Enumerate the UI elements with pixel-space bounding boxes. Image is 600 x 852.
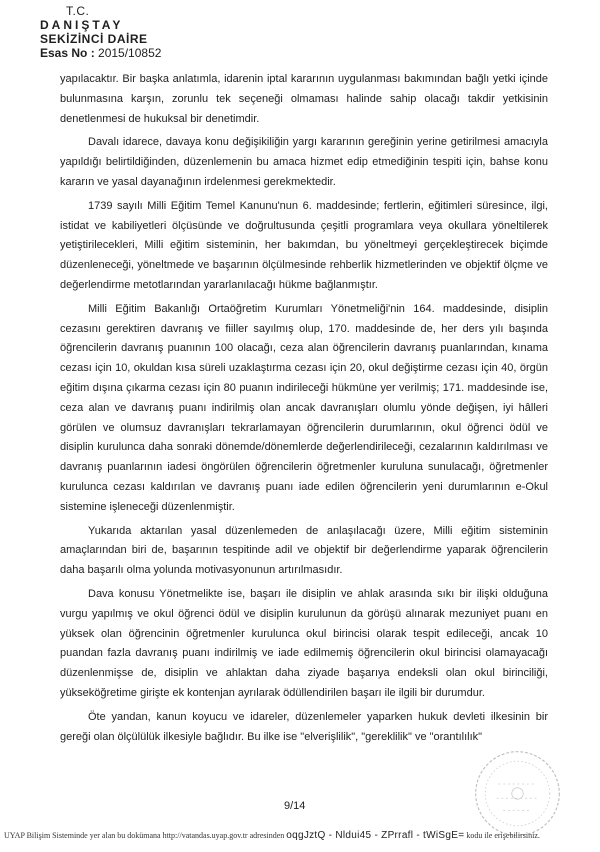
case-number [40, 46, 161, 60]
republic-abbreviation: T.C. [66, 4, 90, 18]
court-name: DANIŞTAY [40, 18, 124, 32]
paragraph: Dava konusu Yönetmelikte ise, başarı ile disiplin ve ahlak arasında sıkı bir ilişki olduğuna vurgu yapılmış ve okul öğrenci ödül ve disiplin kurulunun da görüşü alınarak mezuniyet puanı en yüksek olan öğrencinin öğretmenler kurulunca okul birincisi olarak tespit edileceği, ancak 10 puandan fazla davranış puanı indirilmiş ve iade edilmemiş öğrencilerin okul birincisi olamayacağı düzenlenmişse de, disiplin ve ahlaktan daha ziyade başarıya endeksli olan okul birinciliği, yükseköğretime girişte ek kontenjan ayrılarak ödüllendirilen başarı ile ilgili bir durumdur. [60, 587, 548, 699]
paragraph: Davalı idarece, davaya konu değişikiliğin yargı kararının gereğinin yerine getirilmesi amacıyla yapıldığı belirtildiğinden, düzenlemenin bu amaca hizmet edip etmediğinin tespiti için, bahse konu kararın ve yasal dayanağının irdelenmesi gerekmektedir. [60, 136, 548, 188]
page-number: 9/14 [284, 800, 306, 812]
official-seal-stamp [470, 746, 565, 841]
case-number-label: Esas No : [40, 46, 95, 60]
paragraph: Yukarıda aktarılan yasal düzenlemeden de anlaşılacağı üzere, Milli eğitim sisteminin amaçlarından biri de, başarının tespitinde adil ve objektif bir değerlendirme yaparak öğrencilerin daha başarılı olma yolunda motivasyonunun artırılmasıdır. [60, 524, 548, 577]
footer-text-after: kodu ile erişebilirsiniz. [466, 831, 540, 840]
verification-code: oqgJztQ - Nldui45 - ZPrrafl - tWiSgE= [286, 830, 465, 841]
uyap-footer [4, 830, 596, 841]
document-header [40, 4, 161, 60]
document-body [60, 70, 548, 751]
footer-text-before: UYAP Bilişim Sisteminde yer alan bu dokümana http://vatandas.uyap.gov.tr adresinden [4, 831, 285, 840]
paragraph: yapılacaktır. Bir başka anlatımla, idarenin iptal kararının uygulanması bakımından bağlı yetki içinde bulunmasına karşın, zorunlu tek seçeneği olmaması halinde sahip olacağı takdir yetkisinin denetlenmesi de hukuksal bir denetimdir. [60, 73, 548, 125]
chamber-name: SEKİZİNCİ DAİRE [40, 32, 148, 46]
paragraph: 1739 sayılı Milli Eğitim Temel Kanunu'nun 6. maddesinde; fertlerin, eğitimleri süresince, ilgi, istidat ve kabiliyetleri ölçüsünde ve doğrultusunda çeşitli programlara veya okullara yöneltilerek yetiştirilecekleri, Milli eğitim sisteminin, her bakımdan, bu yöneltmeyi gerçekleştirecek biçimde düzenleneceği, yöneltmede ve başarının ölçülmesinde rehberlik hizmetlerinden ve objektif ölçme ve değerlendirme metotlarından yararlanılacağı hükme bağlanmıştır. [60, 199, 548, 291]
case-number-value: 2015/10852 [98, 46, 162, 60]
paragraph: Milli Eğitim Bakanlığı Ortaöğretim Kurumları Yönetmeliği'nin 164. maddesinde, disiplin cezasını gerektiren davranış ve fiiller sayılmış olup, 170. maddesinde de, her ders yılı başında öğrencilerin davranış puanının 100 olacağı, ceza alan öğrencilerin davranış puanlarından, kınama cezası için 10, okuldan kısa süreli uzaklaştırma cezası için 20, okul değiştirme cezası için 40, örgün eğitim dışına çıkarma cezası için 80 puanın indirileceği hükmüne yer verilmiş; 171. maddesinde ise, ceza alan ve davranış puanı indirilmiş olan ancak davranışları olumlu yönde değişen, iyi hâlleri görülen ve olumsuz davranışları tekrarlamayan öğrencilerin durumlarının, okul öğrenci ödül ve disiplin kurulunca daha sonraki dönemde/dönemlerde değerlendirileceği, cezalarının kaldırılması ve davranış puanlarının iadesi öngörülen öğrencilerin öğretmenler kuruluna sunulacağı, öğretmenler kurulunca cezası kaldırılan ve davranış puanı iade edilen öğrencilerin yeni durumlarının e-Okul sistemine işleneceği düzenlenmiştir. [60, 302, 548, 513]
paragraph: Öte yandan, kanun koyucu ve idareler, düzenlemeler yaparken hukuk devleti ilkesinin bir gereği olan ölçülülük ilkesiyle bağlıdır. Bu ilke ise "elverişlilik", "gereklilik" ve "orantılılık" [60, 710, 548, 743]
